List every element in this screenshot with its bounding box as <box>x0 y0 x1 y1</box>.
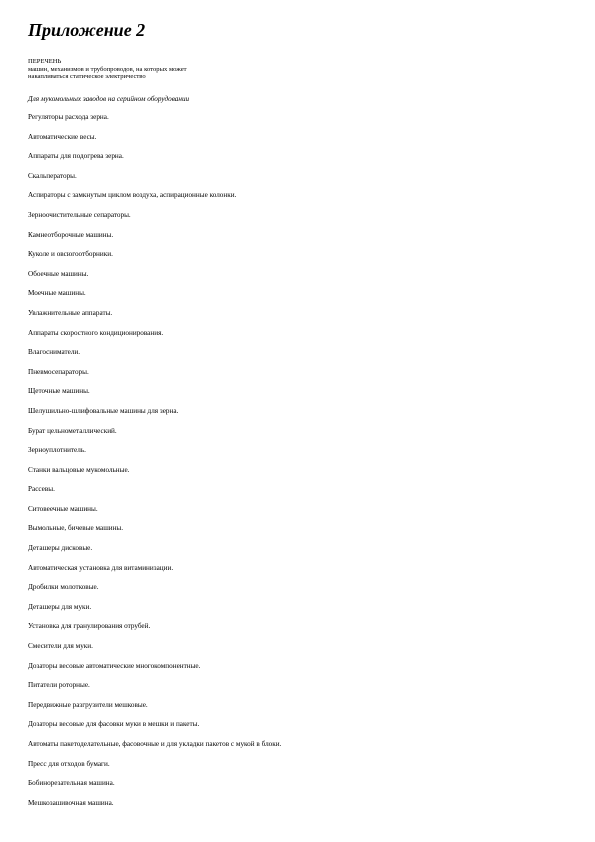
list-item: Пресс для отходов бумаги. <box>28 759 110 768</box>
list-item: Станки вальцовые мукомольные. <box>28 465 130 474</box>
list-item: Дробилки молотковые. <box>28 583 99 592</box>
list-item: Автоматы пакетоделательные, фасовочные и для укладки пакетов с мукой в блоки. <box>28 740 282 748</box>
list-item: Камнеотборочные машины. <box>28 230 114 239</box>
list-item: Бурат цельнометаллический. <box>28 426 117 435</box>
list-item: Смесители для муки. <box>28 642 93 651</box>
section-subheading: Для мукомольных заводов на серийном оборудовании <box>28 95 190 103</box>
list-item: Увлажнительные аппараты. <box>28 308 113 317</box>
list-item: Зерноуплотнитель. <box>28 446 86 455</box>
list-item: Установка для гранулирования отрубей. <box>28 622 151 631</box>
list-item: Аппараты для подогрева зерна. <box>28 152 124 161</box>
list-item: Куколе и овсюгоотборники. <box>28 250 113 259</box>
list-item: Ситовеечные машины. <box>28 504 98 513</box>
list-item: Деташеры для муки. <box>28 602 92 611</box>
list-item: Деташеры дисковые. <box>28 544 93 553</box>
list-item: Шелушильно-шлифовальные машины для зерна. <box>28 406 179 415</box>
list-item: Питатели роторные. <box>28 681 90 690</box>
list-item: Бобинорезательная машина. <box>28 779 115 788</box>
equipment-list <box>28 113 281 818</box>
list-item: Щеточные машины. <box>28 387 90 396</box>
header-line-2: машин, механизмов и трубопроводов, на которых может <box>28 65 187 73</box>
list-item: Пневмосепараторы. <box>28 367 89 376</box>
list-item: Аппараты скоростного кондиционирования. <box>28 328 164 337</box>
list-item: Передвижные разгрузители мешковые. <box>28 700 148 709</box>
page-title: Приложение 2 <box>28 20 146 40</box>
list-item: Рассевы. <box>28 485 55 494</box>
list-item: Вымольные, бичевые машины. <box>28 524 124 533</box>
header-line-3: накапливаться статическое электричество <box>28 73 146 81</box>
list-item: Зерноочистительные сепараторы. <box>28 210 131 219</box>
list-item: Регуляторы расхода зерна. <box>28 113 109 121</box>
document-header <box>28 58 187 81</box>
header-line-1: ПЕРЕЧЕНЬ <box>28 58 62 65</box>
list-item: Обоечные машины. <box>28 269 89 278</box>
list-item: Дозаторы весовые автоматические многокомпонентные. <box>28 661 201 670</box>
list-item: Автоматическая установка для витаминизации. <box>28 563 174 572</box>
list-item: Моечные машины. <box>28 289 86 298</box>
list-item: Влагосниматели. <box>28 348 81 357</box>
list-item: Скальператоры. <box>28 171 77 180</box>
list-item: Дозаторы весовые для фасовки муки в мешки и пакеты. <box>28 720 200 729</box>
list-item: Аспираторы с замкнутым циклом воздуха, аспирационные колонки. <box>28 191 237 200</box>
list-item: Автоматические весы. <box>28 132 97 141</box>
list-item: Мешкозашивочная машина. <box>28 798 114 807</box>
